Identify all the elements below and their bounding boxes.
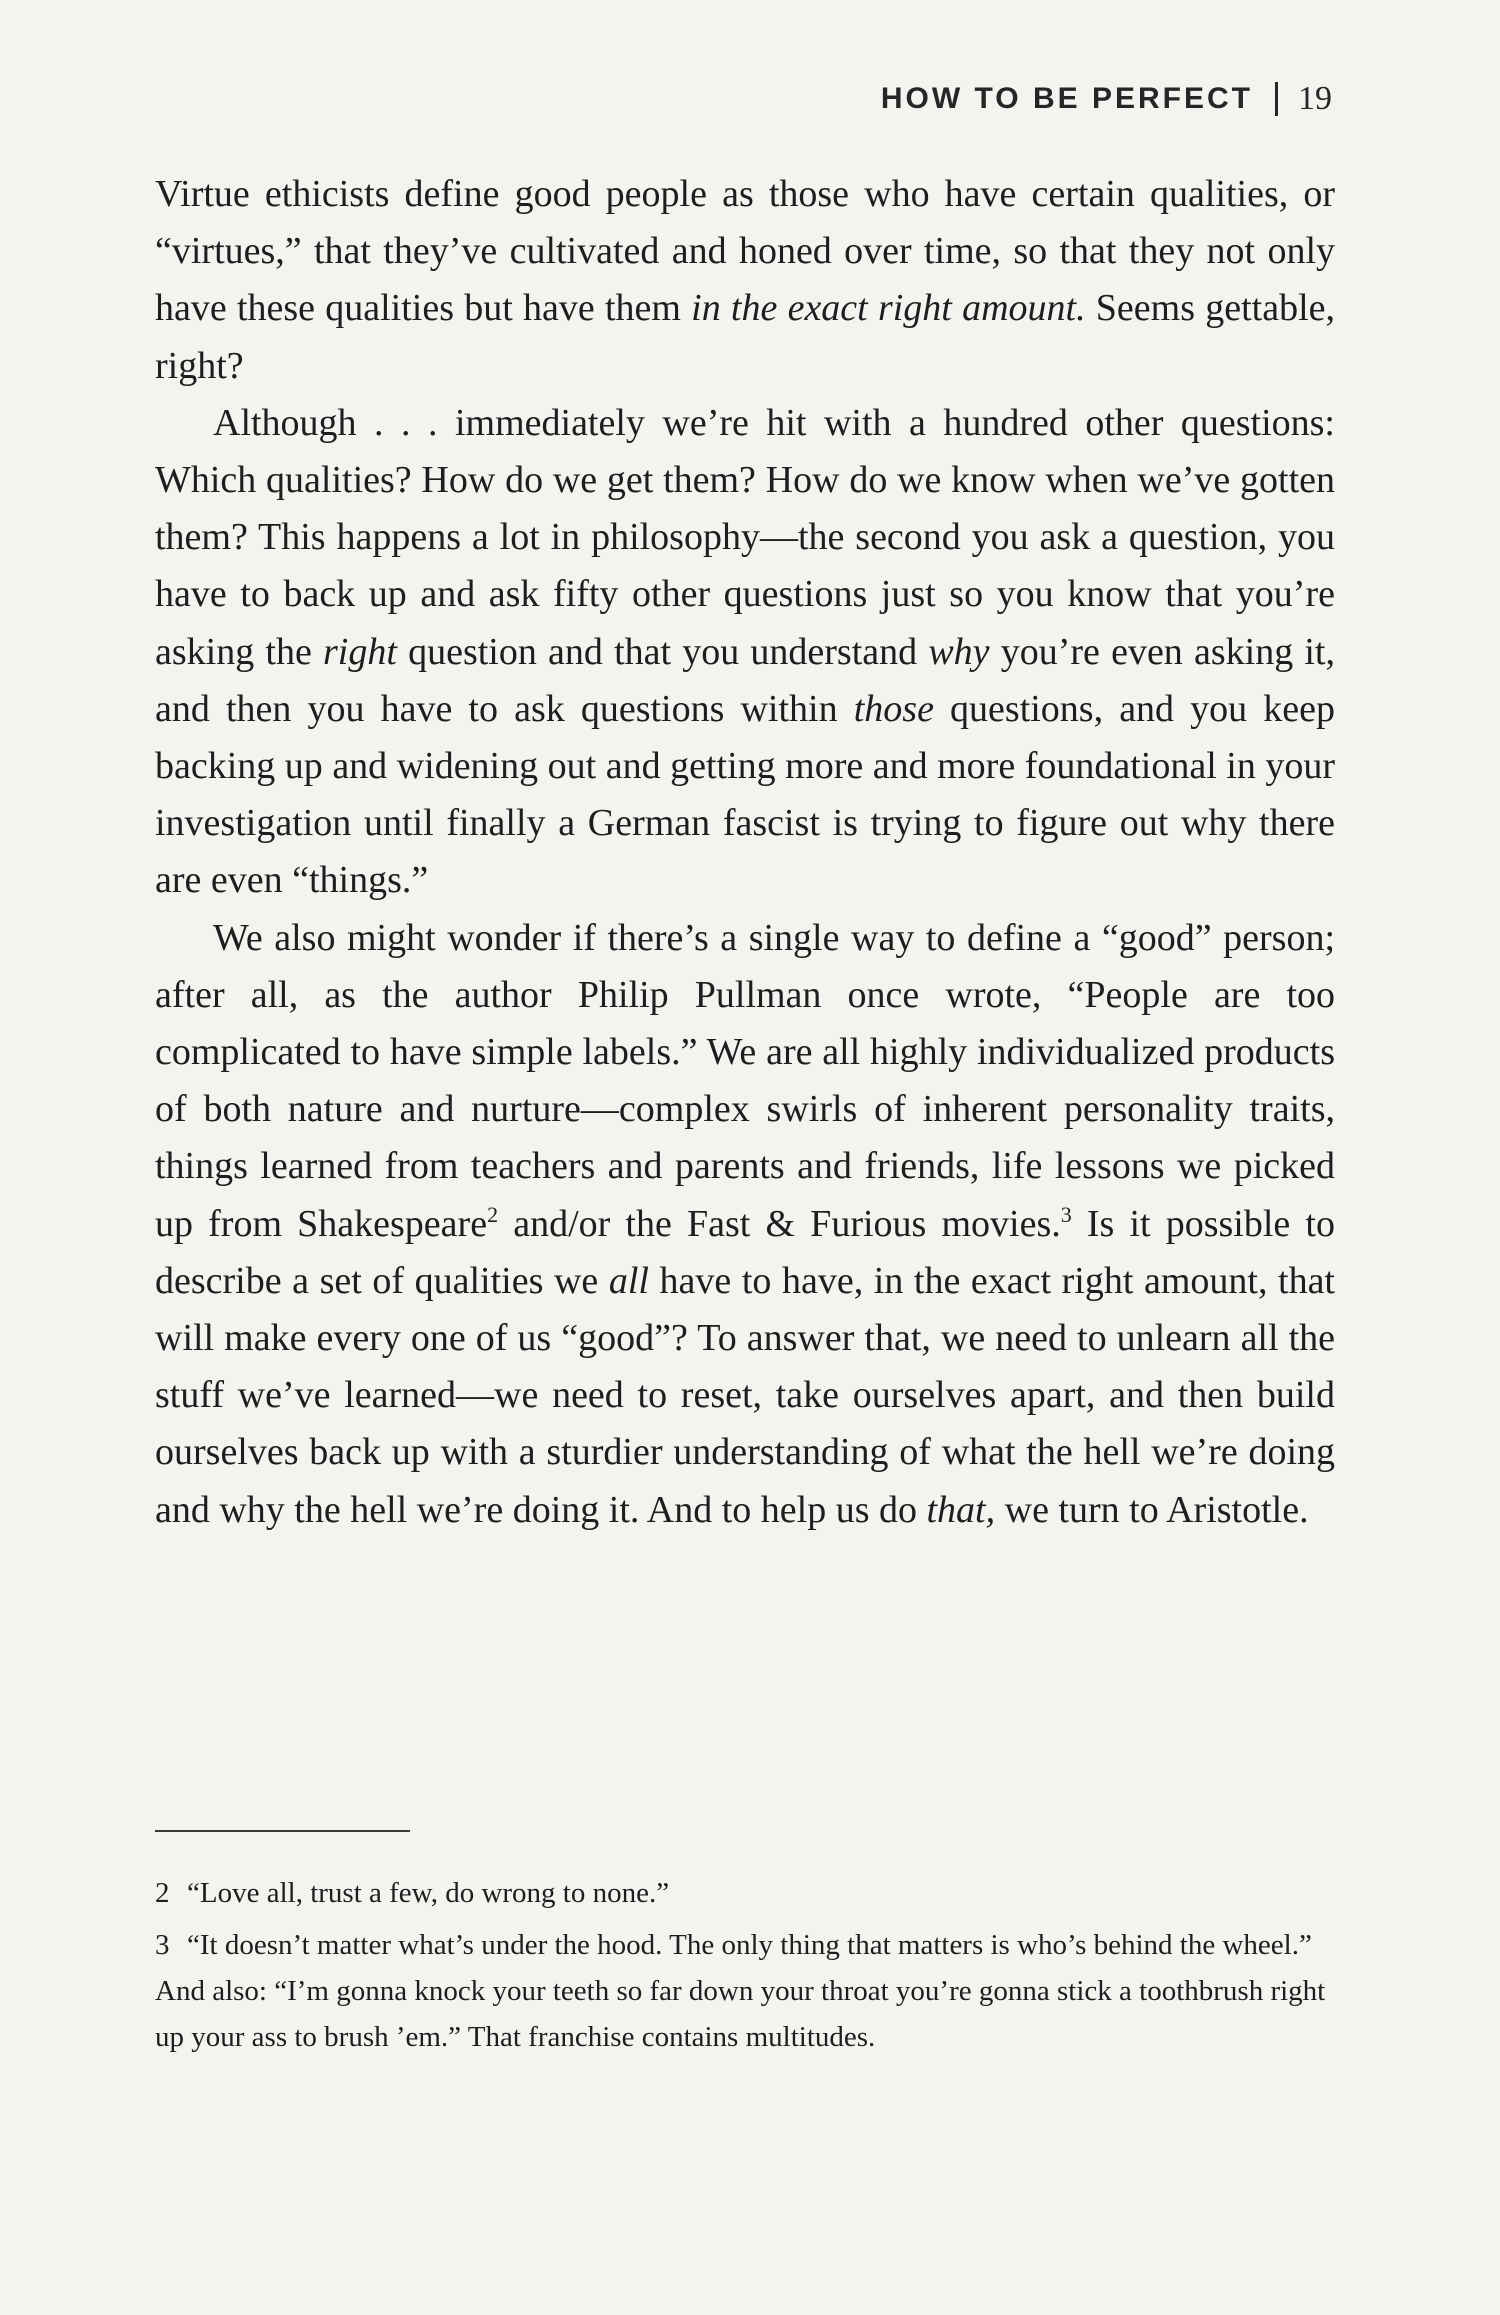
paragraph-2-text: Although . . . immediately we’re hit with a hundred other questions: Which qualities? How do we get them? How do we know when we’ve gotten them? This happens a lot in philosophy—the second you ask a question, you have to back up and ask fifty other questions just so you know that you’re asking the	[155, 401, 1335, 673]
footnote-text: “Love all, trust a few, do wrong to none.”	[187, 1877, 670, 1909]
paragraph-1-text-end: Seems gettable, right?	[155, 287, 1335, 387]
paragraph-2-emphasis-those: those	[853, 687, 934, 730]
paragraph-3-emphasis-all: all	[608, 1259, 649, 1302]
paragraph-3	[155, 910, 1335, 1539]
paragraph-3-emphasis-that: that,	[926, 1488, 996, 1531]
footnote-ref-3: 3	[1060, 1201, 1072, 1227]
paragraph-1	[155, 166, 1335, 395]
paragraph-2-text-3: you’re even asking it, and then you have to ask questions within	[155, 630, 1335, 730]
body-text	[155, 166, 1335, 1539]
paragraph-3-text: We also might wonder if there’s a single way to define a “good” person; after all, as the author Philip Pullman once wrote, “People are too complicated to have simple labels.” We are all highly individualized products of both nature and nurture—complex swirls of inherent personality traits, things learned from teachers and parents and friends, life lessons we picked up from Shakespeare	[155, 916, 1335, 1245]
footnote-number: 2	[155, 1877, 170, 1909]
page-number: 19	[1298, 80, 1332, 117]
footnote-3	[155, 1922, 1335, 2060]
paragraph-3-text-2: and/or the Fast & Furious movies.	[498, 1202, 1061, 1245]
footnote-number: 3	[155, 1929, 170, 1961]
running-head	[881, 80, 1332, 118]
paragraph-2-text-4: questions, and you keep backing up and widening out and getting more and more foundational in your investigation until finally a German fascist is trying to figure out why there are even “things.”	[155, 687, 1335, 902]
paragraph-2-text-2: question and that you understand	[396, 630, 929, 673]
footnote-2	[155, 1870, 1335, 1916]
paragraph-3-text-4: have to have, in the exact right amount, that will make every one of us “good”? To answer that, we need to unlearn all the stuff we’ve learned—we need to reset, take ourselves apart, and then build ourselves back up with a sturdier understanding of what the hell we’re doing and why the hell we’re doing it. And to help us do	[155, 1259, 1335, 1531]
footnotes	[155, 1870, 1335, 2066]
running-head-separator	[1275, 82, 1278, 116]
paragraph-2	[155, 395, 1335, 910]
footnote-text: “It doesn’t matter what’s under the hood. The only thing that matters is who’s behind the wheel.” And also: “I’m gonna knock your teeth so far down your throat you’re gonna stick a toothbrush right up your ass to brush ’em.” That franchise contains multitudes.	[155, 1929, 1326, 2053]
footnote-ref-2: 2	[487, 1201, 499, 1227]
running-head-title: HOW TO BE PERFECT	[880, 82, 1253, 115]
paragraph-2-emphasis-right: right	[323, 630, 397, 673]
paragraph-3-text-5: we turn to Aristotle.	[995, 1488, 1309, 1531]
paragraph-3-text-3: Is it possible to describe a set of qualities we	[155, 1202, 1335, 1302]
paragraph-2-emphasis-why: why	[928, 630, 990, 673]
footnote-divider	[155, 1830, 410, 1832]
paragraph-1-text: Virtue ethicists define good people as those who have certain qualities, or “virtues,” that they’ve cultivated and honed over time, so that they not only have these qualities but have them	[155, 173, 1335, 330]
paragraph-1-emphasis: in the exact right amount.	[691, 287, 1086, 330]
